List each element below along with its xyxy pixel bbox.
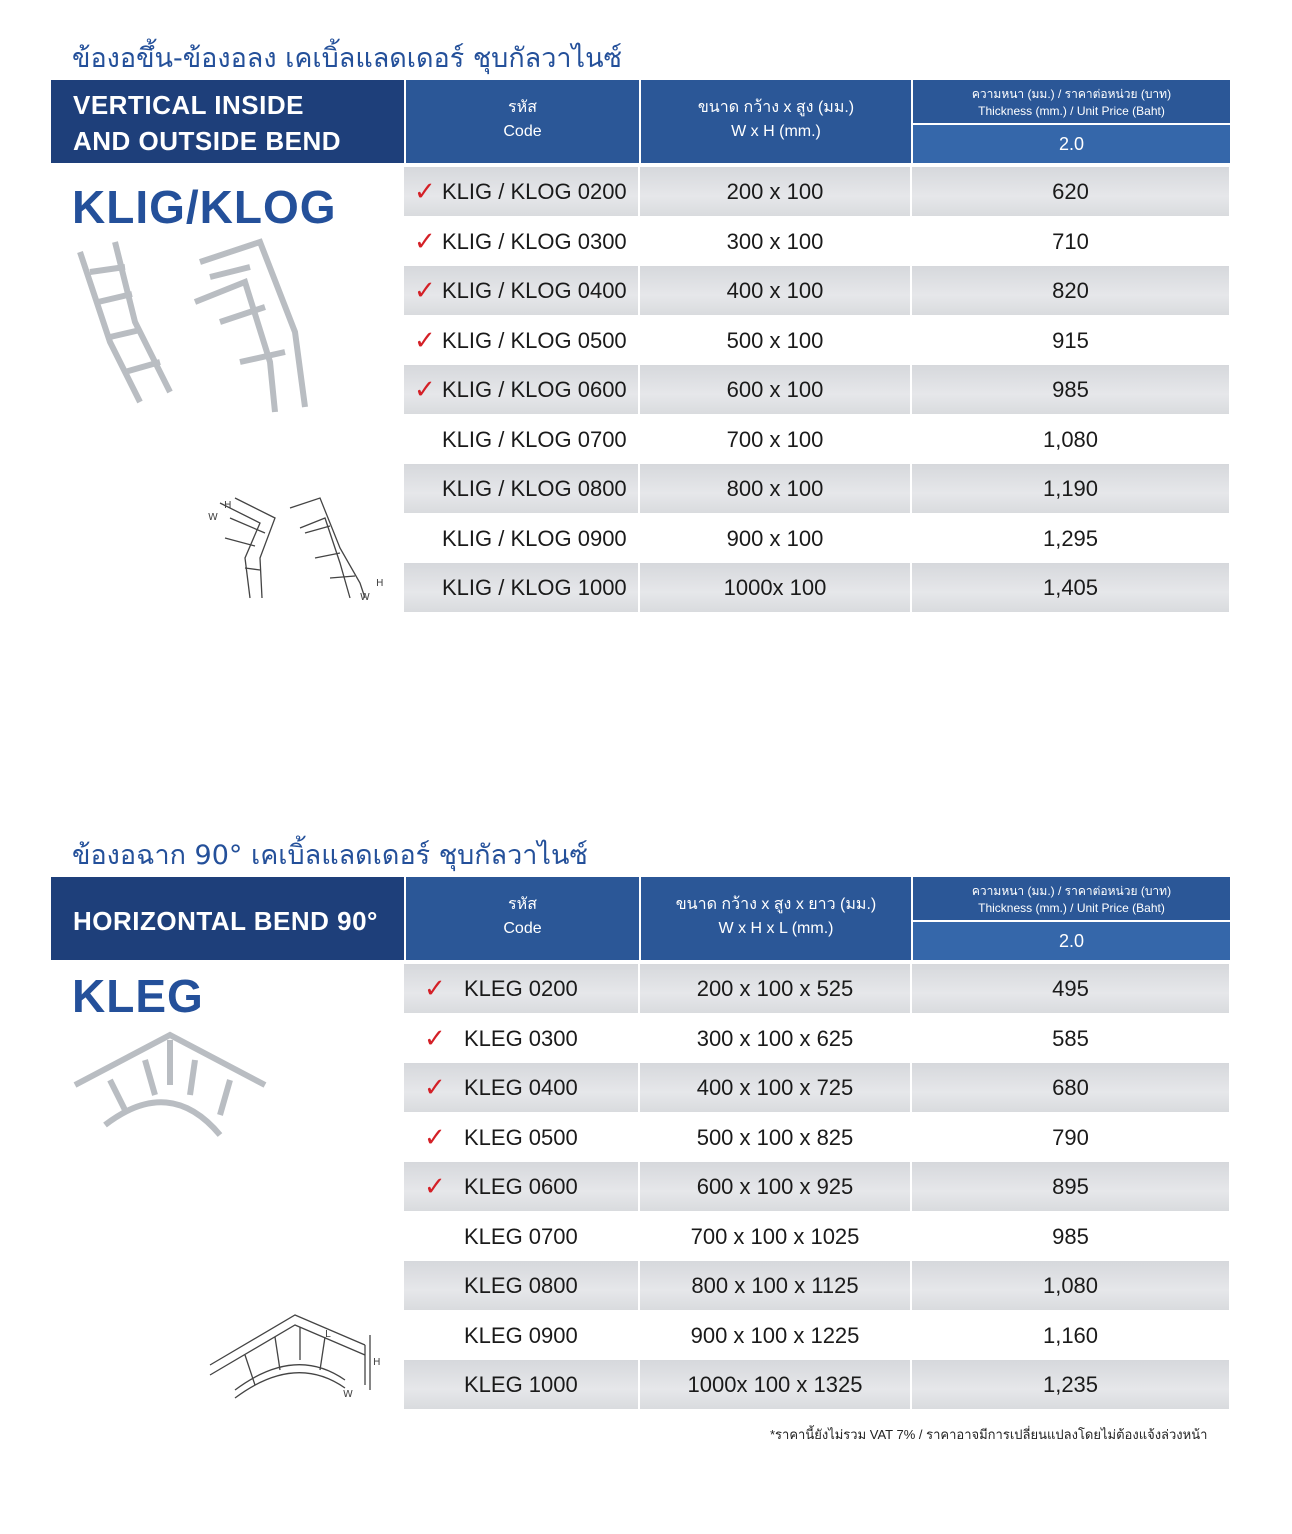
product-code: KLIG / KLOG 0900 <box>442 525 627 551</box>
price-header-th: ความหนา (มม.) / ราคาต่อหน่วย (บาท) <box>971 87 1172 101</box>
product-code: KLEG 0500 <box>464 1124 578 1150</box>
price-table <box>404 964 1229 1410</box>
table-row <box>404 1063 1229 1113</box>
dimension: 900 x 100 <box>726 525 824 551</box>
price-header-th: ความหนา (มม.) / ราคาต่อหน่วย (บาท) <box>971 884 1172 898</box>
title-line-1: VERTICAL INSIDE <box>73 90 304 120</box>
check-icon: ✓ <box>414 275 436 305</box>
dimension: 800 x 100 x 1125 <box>691 1273 859 1298</box>
dim-header-en: W x H (mm.) <box>731 123 821 140</box>
unit-price: 585 <box>1052 1025 1089 1051</box>
table-row <box>404 514 1229 564</box>
dimension: 300 x 100 <box>726 228 824 254</box>
dimension: 900 x 100 x 1225 <box>690 1322 860 1348</box>
brand-label: KLIG/KLOG <box>72 181 337 233</box>
table-row <box>404 1360 1229 1410</box>
dimension: 300 x 100 x 625 <box>696 1025 854 1051</box>
table-row <box>404 563 1229 613</box>
product-code: KLIG / KLOG 0800 <box>442 476 627 501</box>
title-line-2: AND OUTSIDE BEND <box>73 126 342 156</box>
check-icon: ✓ <box>424 1171 446 1201</box>
product-code: KLIG / KLOG 1000 <box>442 575 627 600</box>
code-header-en: Code <box>503 123 542 140</box>
diagram-label-h: H <box>224 500 232 511</box>
table-header <box>51 877 1230 960</box>
column-header-dimension <box>641 877 911 960</box>
dimension: 1000x 100 x 1325 <box>687 1372 863 1397</box>
dimension: 200 x 100 x 525 <box>696 976 854 1001</box>
table-row <box>404 415 1229 465</box>
table-header <box>51 80 1230 163</box>
price-header-en: Thickness (mm.) / Unit Price (Baht) <box>978 901 1165 915</box>
dimension: 1000x 100 <box>723 575 827 600</box>
diagram-label-w2: W <box>360 592 370 603</box>
diagram-label-l: L <box>325 1329 331 1340</box>
code-header-th: รหัส <box>508 99 537 116</box>
check-icon: ✓ <box>414 225 436 256</box>
dimension: 600 x 100 <box>726 377 824 402</box>
title-line-1: HORIZONTAL BEND 90° <box>73 906 378 936</box>
product-code: KLIG / KLOG 0400 <box>442 278 627 303</box>
table-row <box>404 167 1229 217</box>
product-code: KLEG 0900 <box>464 1322 578 1348</box>
product-title <box>51 80 404 163</box>
table-row <box>404 1162 1229 1212</box>
thai-title: ข้องอขึ้น-ข้องอลง เคเบิ้ลแลดเดอร์ ชุบกัลวาไนซ์ <box>72 43 622 74</box>
table-row <box>404 964 1229 1014</box>
table-row <box>404 365 1229 415</box>
dimension: 500 x 100 <box>726 327 824 353</box>
table-row <box>404 316 1229 366</box>
table-row <box>404 1014 1229 1064</box>
product-code: KLIG / KLOG 0500 <box>442 327 627 353</box>
product-code: KLIG / KLOG 0700 <box>442 426 627 452</box>
price-header-label <box>913 80 1230 125</box>
column-header-code <box>406 877 639 960</box>
dimension: 500 x 100 x 825 <box>696 1124 854 1150</box>
thai-title: ข้องอฉาก 90° เคเบิ้ลแลดเดอร์ ชุบกัลวาไนซ์ <box>72 840 588 871</box>
unit-price: 985 <box>1052 1223 1089 1249</box>
column-header-dimension <box>641 80 911 163</box>
unit-price: 1,295 <box>1042 525 1099 551</box>
dimension: 400 x 100 x 725 <box>696 1075 854 1100</box>
table-row <box>404 1113 1229 1163</box>
unit-price: 1,080 <box>1042 426 1099 452</box>
dimension: 700 x 100 x 1025 <box>690 1223 860 1249</box>
column-header-price <box>913 877 1230 960</box>
vertical-bend-photo <box>70 222 310 417</box>
unit-price: 1,080 <box>1042 1273 1099 1298</box>
product-code: KLEG 1000 <box>464 1372 578 1397</box>
unit-price: 790 <box>1052 1124 1089 1150</box>
diagram-label-w: W <box>208 512 218 523</box>
thickness-value: 2.0 <box>913 125 1230 163</box>
price-header-en: Thickness (mm.) / Unit Price (Baht) <box>978 104 1165 118</box>
unit-price: 1,190 <box>1042 476 1099 501</box>
check-icon: ✓ <box>424 1022 446 1053</box>
unit-price: 620 <box>1052 179 1089 204</box>
code-header-th: รหัส <box>508 896 537 913</box>
unit-price: 710 <box>1052 228 1089 254</box>
diagram-label-h2: H <box>376 578 384 589</box>
product-code: KLIG / KLOG 0600 <box>442 377 627 402</box>
check-icon: ✓ <box>424 1121 446 1152</box>
product-code: KLEG 0700 <box>464 1223 578 1249</box>
unit-price: 680 <box>1052 1075 1089 1100</box>
dim-header-th: ขนาด กว้าง x สูง (มม.) <box>697 99 855 116</box>
product-title <box>51 877 404 960</box>
product-code: KLIG / KLOG 0300 <box>442 228 627 254</box>
check-icon: ✓ <box>414 324 436 355</box>
unit-price: 985 <box>1052 377 1089 402</box>
horizontal-bend-photo <box>70 1025 270 1140</box>
diagram-label-w: W <box>343 1389 353 1400</box>
column-header-code <box>406 80 639 163</box>
unit-price: 895 <box>1052 1174 1089 1199</box>
unit-price: 1,235 <box>1042 1372 1099 1397</box>
footnote: *ราคานี้ยังไม่รวม VAT 7% / ราคาอาจมีการเปลี่ยนแปลงโดยไม่ต้องแจ้งล่วงหน้า <box>770 1427 1208 1442</box>
unit-price: 1,405 <box>1042 575 1099 600</box>
product-code: KLEG 0300 <box>464 1025 578 1051</box>
product-code: KLEG 0400 <box>464 1075 578 1100</box>
price-header-label <box>913 877 1230 922</box>
unit-price: 1,160 <box>1042 1322 1099 1348</box>
product-code: KLEG 0600 <box>464 1174 578 1199</box>
dimension: 800 x 100 <box>726 476 824 501</box>
brand-label: KLEG <box>72 970 204 1022</box>
table-row <box>404 1261 1229 1311</box>
product-code: KLEG 0200 <box>464 976 578 1001</box>
table-row <box>404 1311 1229 1361</box>
diagram-label-h: H <box>373 1357 381 1368</box>
product-code: KLEG 0800 <box>464 1273 578 1298</box>
dim-header-en: W x H x L (mm.) <box>718 920 834 937</box>
table-row <box>404 1212 1229 1262</box>
horizontal-bend-drawing <box>205 1305 385 1405</box>
dimension: 600 x 100 x 925 <box>696 1174 854 1199</box>
code-header-en: Code <box>503 920 542 937</box>
table-row <box>404 217 1229 267</box>
dim-header-th: ขนาด กว้าง x สูง x ยาว (มม.) <box>675 896 877 913</box>
product-code: KLIG / KLOG 0200 <box>442 179 627 204</box>
column-header-price <box>913 80 1230 163</box>
dimension: 400 x 100 <box>726 278 824 303</box>
unit-price: 820 <box>1052 278 1089 303</box>
check-icon: ✓ <box>424 1072 446 1102</box>
check-icon: ✓ <box>414 176 436 206</box>
dimension: 700 x 100 <box>726 426 824 452</box>
unit-price: 915 <box>1052 327 1089 353</box>
dimension: 200 x 100 <box>726 179 824 204</box>
unit-price: 495 <box>1052 976 1089 1001</box>
check-icon: ✓ <box>414 374 436 404</box>
table-row <box>404 464 1229 514</box>
table-row <box>404 266 1229 316</box>
thickness-value: 2.0 <box>913 922 1230 960</box>
vertical-bend-drawing <box>190 488 390 608</box>
price-table <box>404 167 1229 613</box>
check-icon: ✓ <box>424 973 446 1003</box>
